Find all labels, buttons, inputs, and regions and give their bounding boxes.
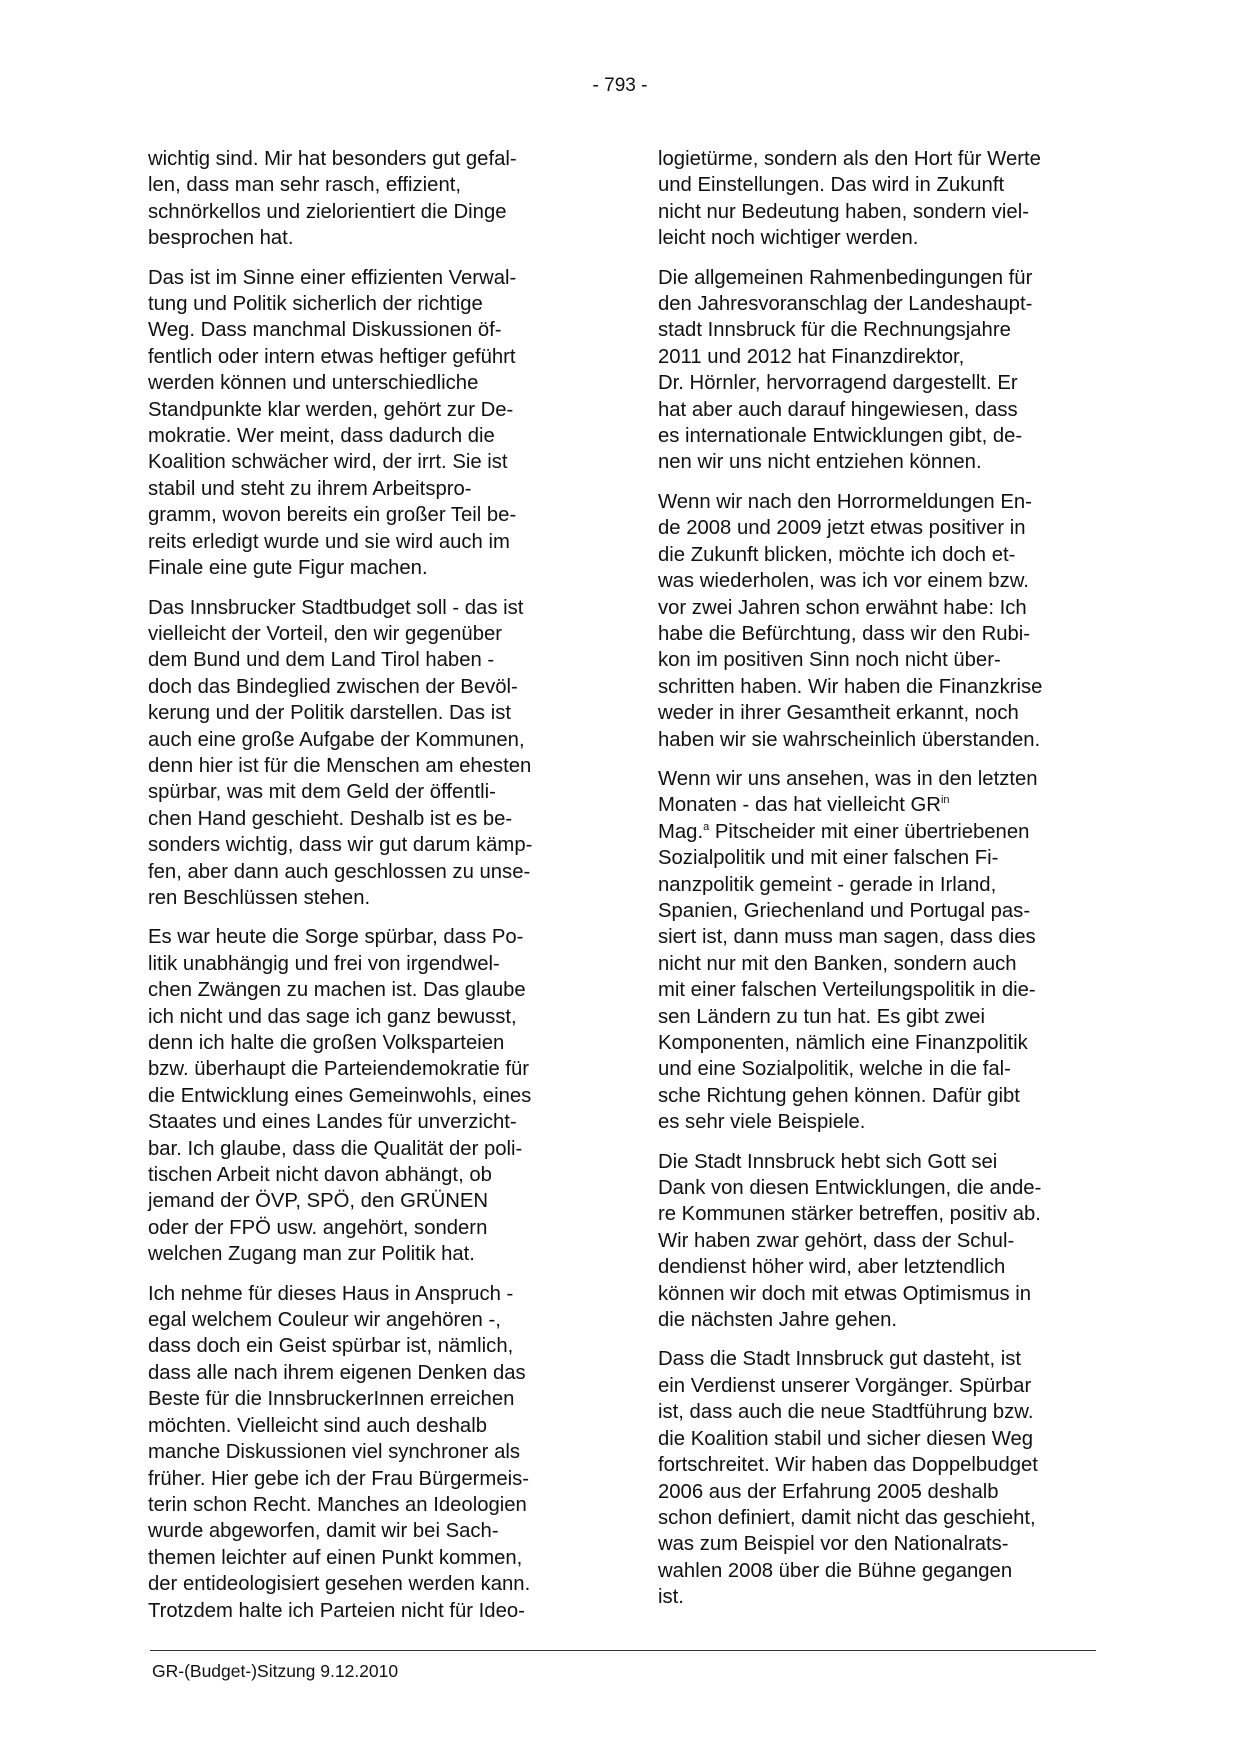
paragraph: Das Innsbrucker Stadtbudget soll - das ist vielleicht der Vorteil, den wir gegenüber dem Bund und dem Land Tirol haben - doch das Bindeglied zwischen der Bevöl- kerung und der Politik darstellen. Das ist auch eine große Aufgabe der Kommunen, denn hier ist für die Menschen am ehesten spürbar, was mit dem Geld der öffentli- chen Hand geschieht. Deshalb ist es be- sonders wichtig, dass wir gut darum kämp- fen, aber dann auch geschlossen zu unse- ren Beschlüssen stehen. [148,596,533,909]
paragraph: Wenn wir nach den Horrormeldungen En- de 2008 und 2009 jetzt etwas positiver in die Zukunft blicken, möchte ich doch et- was wiederholen, was ich vor einem bzw. vor zwei Jahren schon erwähnt habe: Ich habe die Befürchtung, dass wir den Rubi- kon im positiven Sinn noch nicht über- schritten haben. Wir haben die Finanzkrise weder in ihrer Gesamtheit erkannt, noch haben wir sie wahrscheinlich überstanden. [658,490,1043,751]
paragraph: wichtig sind. Mir hat besonders gut gefal- len, dass man sehr rasch, effizient, schnörkellos und zielorientiert die Dinge besprochen hat. [148,148,517,250]
superscript: in [940,794,950,807]
paragraph: Die Stadt Innsbruck hebt sich Gott sei Dank von diesen Entwicklungen, die ande- re Kommunen stärker betreffen, positiv ab. Wir haben zwar gehört, dass der Schul- dendienst höher wird, aber letztendlich können wir doch mit etwas Optimismus in die nächsten Jahre gehen. [658,1150,1042,1332]
page-number: - 793 - [592,75,648,96]
line-text: Monaten - das hat vielleicht GR [658,794,941,817]
paragraph: Dass die Stadt Innsbruck gut dasteht, ist ein Verdienst unserer Vorgänger. Spürbar ist, dass auch die neue Stadtführung bzw. die Koalition stabil und sicher diesen Weg fortschreitet. Wir haben das Doppelbudget 2006 aus der Erfahrung 2005 deshalb schon definiert, damit nicht das geschieht, was zum Beispiel vor den Nationalrats- wahlen 2008 über die Bühne gegangen ist. [658,1348,1038,1609]
right-column [658,146,1098,1624]
line: Wenn wir uns ansehen, was in den letzten [658,767,1038,790]
left-column [148,146,588,1637]
paragraph: Ich nehme für dieses Haus in Anspruch - egal welchem Couleur wir angehören -, dass doch ein Geist spürbar ist, nämlich, dass alle nach ihrem eigenen Denken das Beste für die InnsbruckerInnen erreichen möchten. Vielleicht sind auch deshalb manche Diskussionen viel synchroner als früher. Hier gebe ich der Frau Bürgermeis- terin schon Recht. Manches an Ideologien wurde abgeworfen, damit wir bei Sach- themen leichter auf einen Punkt kommen, der entideologisiert gesehen werden kann. Trotzdem halte ich Parteien nicht für Ideo- [148,1282,531,1622]
footer-text: GR-(Budget-)Sitzung 9.12.2010 [152,1661,399,1681]
paragraph: Die allgemeinen Rahmenbedingungen für den Jahresvoranschlag der Landeshaupt- stadt Innsbruck für die Rechnungsjahre 2011 und 2012 hat Finanzdirektor, Dr. Hörnler, hervorragend dargestellt. Er hat aber auch darauf hingewiesen, dass es internationale Entwicklungen gibt, de- nen wir uns nicht entziehen können. [658,266,1033,474]
footer-divider [150,1650,1096,1651]
paragraph: Es war heute die Sorge spürbar, dass Po- litik unabhängig und frei von irgendwel- chen Zwängen zu machen ist. Das glaube ich nicht und das sage ich ganz bewusst, denn ich halte die großen Volksparteien bzw. überhaupt die Parteiendemokratie für die Entwicklung eines Gemeinwohls, eines Staates und eines Landes für unverzicht- bar. Ich glaube, dass die Qualität der poli- tischen Arbeit nicht davon abhängt, ob jemand der ÖVP, SPÖ, den GRÜNEN oder der FPÖ usw. angehört, sondern welchen Zugang man zur Politik hat. [148,926,532,1266]
line [658,819,1098,845]
line [658,792,1098,818]
line-text: Mag. [658,820,704,843]
paragraph: Das ist im Sinne einer effizienten Verwal- tung und Politik sicherlich der richtige Weg. Dass manchmal Diskussionen öf- fentlich oder intern etwas heftiger geführt werden können und unterschiedliche Standpunkte klar werden, gehört zur De- mokratie. Wer meint, dass dadurch die Koalition schwächer wird, der irrt. Sie ist stabil und steht zu ihrem Arbeitspro- gramm, wovon bereits ein großer Teil be- reits erledigt wurde und sie wird auch im Finale eine gute Figur machen. [148,266,517,580]
paragraph: logietürme, sondern als den Hort für Werte und Einstellungen. Das wird in Zukunft nicht nur Bedeutung haben, sondern viel- leicht noch wichtiger werden. [658,148,1041,250]
line-text: Pitscheider mit einer übertriebenen [709,820,1030,843]
paragraph-rest: Sozialpolitik und mit einer falschen Fi- nanzpolitik gemeint - gerade in Irland, Spanien, Griechenland und Portugal pas- siert ist, dann muss man sagen, dass dies nicht nur mit den Banken, sondern auch mit einer falschen Verteilungspolitik in die- sen Ländern zu tun hat. Es gibt zwei Komponenten, nämlich eine Finanzpolitik und eine Sozialpolitik, welche in die fal- sche Richtung gehen können. Dafür gibt es sehr viele Beispiele. [658,847,1036,1134]
paragraph-with-superscripts [658,766,1098,1136]
superscript: a [703,820,710,833]
